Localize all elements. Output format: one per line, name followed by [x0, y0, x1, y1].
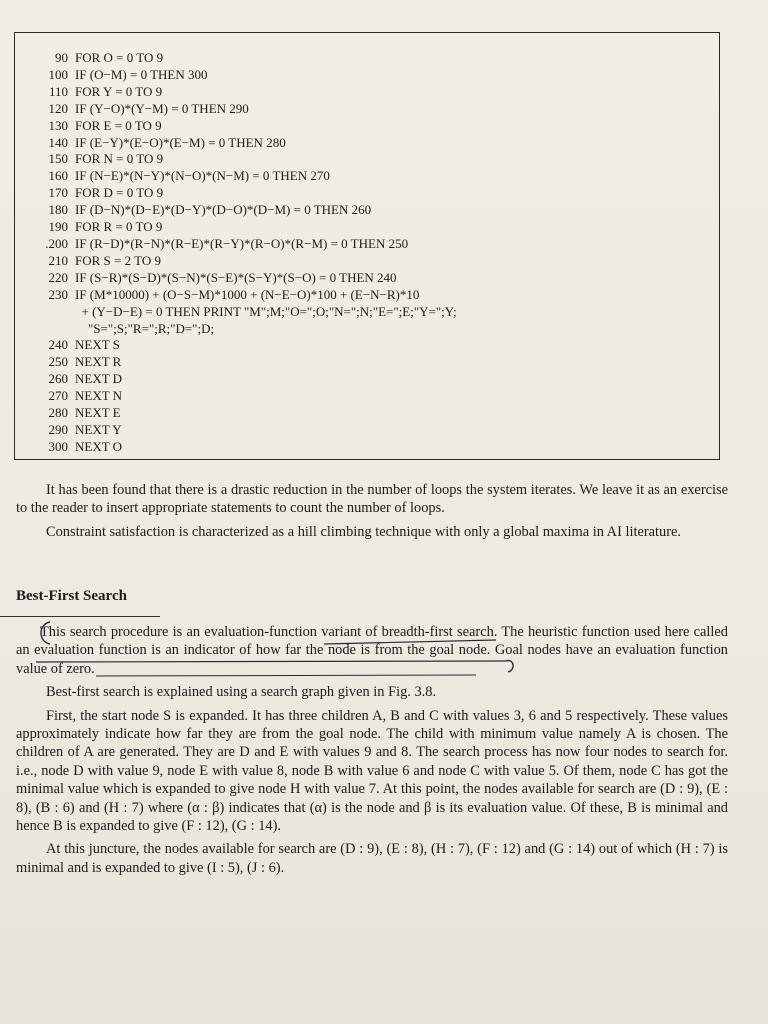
code-statement: NEXT D — [75, 371, 123, 387]
paragraph-figure-ref: Best-first search is explained using a search graph given in Fig. 3.8. — [46, 684, 437, 701]
line-number: 250 — [48, 354, 68, 370]
code-statement: IF (N−E)*(N−Y)*(N−O)*(N−M) = 0 THEN 270 — [75, 168, 330, 184]
code-line — [15, 84, 719, 101]
code-line — [15, 321, 719, 338]
paragraph-expansion-steps: First, the start node S is expanded. It has three children A, B and C with values 3, 6 and 5 respectively. These values approximately indicate how far they are from the goal node. The child with minimum value namely A is chosen. The children of A are generated. They are D and E with values 9 and 8. The search process has now four nodes to search for. i.e., node D with value 9, node E with value 8, node B with value 6 and node C with value 5. Of them, node C has got the minimal value which is expanded to give node H with value 7. At this point, the nodes available for search are (D : 9), (E : 8), (B : 6) and (H : 7) where (α : β) indicates that (α) is the node and β is its evaluation value. Of these, B is minimal and hence B is expanded to give (F : 12), (G : 14). — [16, 707, 728, 835]
code-line — [15, 118, 719, 135]
code-statement: NEXT O — [75, 438, 123, 454]
line-number: 180 — [48, 202, 68, 218]
section-heading: Best-First Search — [16, 588, 127, 604]
code-statement: + (Y−D−E) = 0 THEN PRINT "M";M;"O=";O;"N=";N;"E=";E;"Y=";Y; — [75, 303, 457, 319]
code-statement: NEXT S — [75, 337, 120, 353]
line-number: 90 — [55, 50, 68, 65]
code-line — [15, 253, 719, 270]
line-number: 110 — [48, 83, 68, 99]
code-line — [15, 202, 719, 219]
code-line — [15, 101, 719, 118]
line-number: 290 — [48, 421, 68, 437]
line-number: 210 — [48, 252, 68, 268]
line-number: 150 — [48, 151, 68, 167]
line-number: 140 — [48, 134, 68, 150]
code-line — [15, 236, 719, 253]
best-first-text — [16, 623, 728, 882]
code-line — [15, 50, 719, 67]
line-number — [15, 321, 75, 338]
code-line — [15, 304, 719, 321]
code-line — [15, 151, 719, 168]
code-statement: FOR E = 0 TO 9 — [75, 117, 162, 133]
code-line — [15, 405, 719, 422]
code-statement: IF (R−D)*(R−N)*(R−E)*(R−Y)*(R−O)*(R−M) = 0 THEN 250 — [75, 235, 409, 251]
line-number: 230 — [48, 286, 68, 302]
line-number: 100 — [48, 66, 68, 82]
code-line — [15, 135, 719, 152]
basic-code-listing — [14, 32, 720, 460]
paragraph-loop-reduction: It has been found that there is a drastic reduction in the number of loops the system iterates. We leave it as an exercise to the reader to insert appropriate statements to count the number of loops. — [16, 482, 728, 517]
code-line — [15, 371, 719, 388]
code-statement: NEXT Y — [75, 421, 122, 437]
code-statement: IF (D−N)*(D−E)*(D−Y)*(D−O)*(D−M) = 0 THEN 260 — [75, 202, 372, 218]
code-line — [15, 168, 719, 185]
line-number — [15, 304, 75, 321]
code-line — [15, 287, 719, 304]
paragraph-constraint-satisfaction: Constraint satisfaction is characterized as a hill climbing technique with only a global maxima in AI literature. — [46, 523, 682, 540]
code-statement: IF (O−M) = 0 THEN 300 — [75, 66, 208, 82]
code-line — [15, 439, 719, 456]
line-number: 260 — [48, 371, 68, 387]
code-statement: NEXT R — [75, 354, 122, 370]
code-line — [15, 185, 719, 202]
code-line — [15, 337, 719, 354]
line-number: 170 — [48, 185, 68, 201]
code-statement: NEXT E — [75, 405, 121, 421]
line-number: 130 — [48, 117, 68, 133]
line-number: 160 — [48, 168, 68, 184]
code-statement: FOR R = 0 TO 9 — [75, 219, 163, 235]
code-statement: FOR O = 0 TO 9 — [75, 50, 164, 65]
line-number: 190 — [48, 219, 68, 235]
paragraph-next-juncture: At this juncture, the nodes available for search are (D : 9), (E : 8), (H : 7), (F : 12) and (G : 14) out of which (H : 7) is minimal and is expanded to give (I : 5), (J : 6). — [16, 841, 728, 876]
line-number: 300 — [48, 438, 68, 454]
code-line — [15, 388, 719, 405]
line-number: 220 — [48, 269, 68, 285]
intro-text — [16, 481, 728, 546]
code-statement: FOR S = 2 TO 9 — [75, 252, 161, 268]
code-line — [15, 270, 719, 287]
code-statement: IF (Y−O)*(Y−M) = 0 THEN 290 — [75, 100, 249, 116]
code-statement: IF (M*10000) + (O−S−M)*1000 + (N−E−O)*100 + (E−N−R)*10 — [75, 286, 420, 302]
line-number: 280 — [48, 405, 68, 421]
code-line — [15, 67, 719, 84]
code-statement: FOR N = 0 TO 9 — [75, 151, 164, 167]
code-line — [15, 354, 719, 371]
code-statement: FOR D = 0 TO 9 — [75, 185, 164, 201]
line-number: 270 — [48, 388, 68, 404]
code-statement: "S=";S;"R=";R;"D=";D; — [75, 320, 215, 336]
code-line — [15, 219, 719, 236]
line-number: 120 — [48, 100, 68, 116]
line-number: .200 — [45, 235, 68, 251]
code-line — [15, 422, 719, 439]
line-number: 240 — [48, 337, 68, 353]
code-statement: IF (S−R)*(S−D)*(S−N)*(S−E)*(S−Y)*(S−O) = 0 THEN 240 — [75, 269, 397, 285]
code-statement: IF (E−Y)*(E−O)*(E−M) = 0 THEN 280 — [75, 134, 286, 150]
section-rule — [0, 616, 160, 617]
paragraph-definition: This search procedure is an evaluation-function variant of breadth-first search. The heuristic function used here called an evaluation function is an indicator of how far the node is from the goal node. Goal nodes have an evaluation function value of zero. — [16, 624, 728, 677]
code-statement: NEXT N — [75, 388, 123, 404]
code-statement: FOR Y = 0 TO 9 — [75, 83, 163, 99]
